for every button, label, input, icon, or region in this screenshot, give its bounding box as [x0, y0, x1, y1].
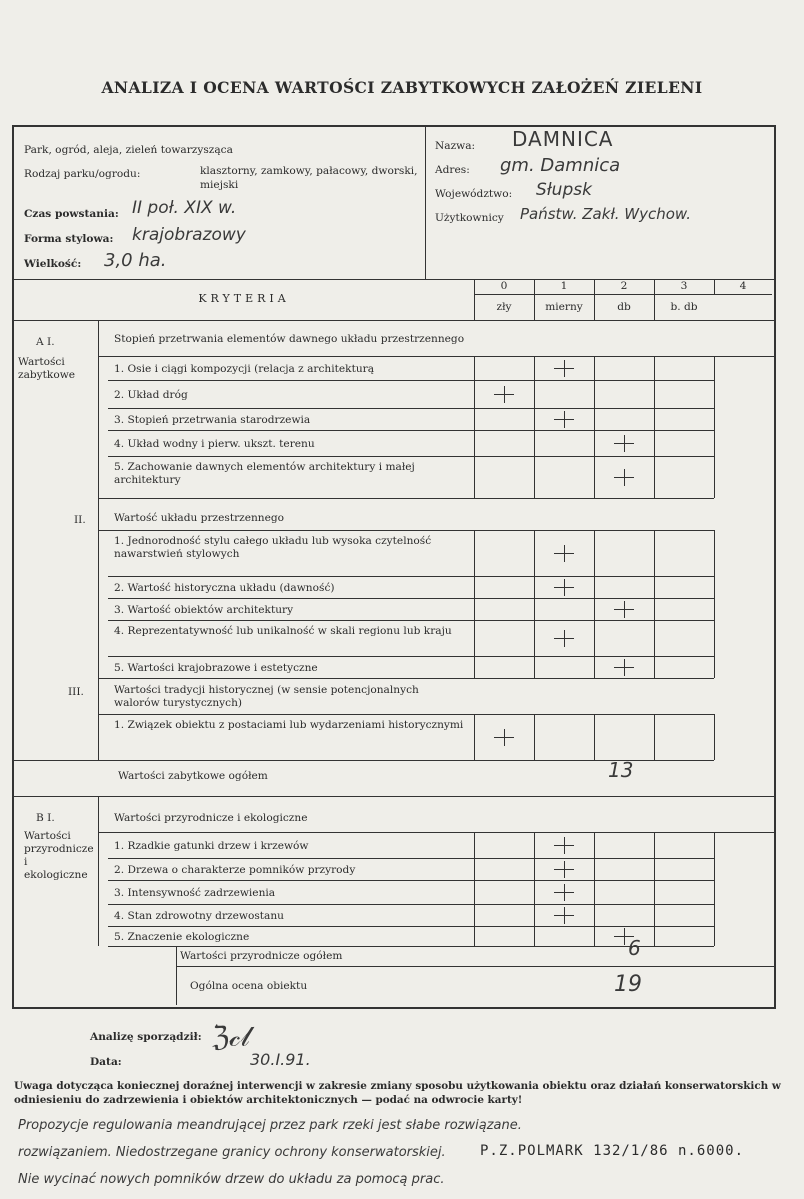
group3-title: Wartości tradycji historycznej (w sensie potencjonalnych walorów turystycznych) — [114, 684, 419, 709]
col-0-num: 0 — [500, 280, 508, 292]
overall-value: 19 — [614, 972, 642, 997]
section-b-total-value: 6 — [628, 936, 641, 960]
score-mark — [554, 884, 574, 902]
group1-title: Stopień przetrwania elementów dawnego układu przestrzennego — [114, 333, 465, 345]
section-a-total-value: 13 — [608, 758, 634, 782]
criterion-label: 3. Intensywność zadrzewienia — [114, 886, 276, 899]
score-mark — [554, 579, 574, 597]
row-rule — [108, 430, 714, 431]
score-mark — [554, 630, 574, 648]
wojewodztwo-value: Słupsk — [536, 180, 592, 200]
score-mark — [554, 907, 574, 925]
col-2-label: db — [617, 301, 631, 313]
score-mark — [614, 601, 634, 619]
col-1-num: 1 — [560, 280, 568, 292]
grid-vertical — [534, 832, 535, 946]
rodzaj-label: Rodzaj parku/ogrodu: — [24, 168, 141, 180]
uzytkownicy-label: Użytkownicy — [435, 212, 504, 224]
section-a-letter: A I. — [36, 336, 55, 348]
rodzaj-options: klasztorny, zamkowy, pałacowy, dworski, — [200, 165, 418, 177]
criterion-label: 3. Stopień przetrwania starodrzewia — [114, 413, 311, 426]
criterion-label: 1. Związek obiektu z postaciami lub wydarzeniami historycznymi — [114, 719, 464, 731]
grid-vertical — [594, 832, 595, 946]
czas-value: II poł. XIX w. — [132, 198, 237, 218]
wojewodztwo-label: Województwo: — [435, 188, 513, 200]
grid-vertical — [654, 832, 655, 946]
analysis-label: Analizę sporządził: — [90, 1031, 202, 1043]
col-3-label: b. db — [670, 301, 698, 313]
document-title: ANALIZA I OCENA WARTOŚCI ZABYTKOWYCH ZAŁOŻEŃ ZIELENI — [101, 78, 703, 97]
score-mark — [554, 837, 574, 855]
grid-vertical — [594, 356, 595, 498]
grid-vertical — [474, 832, 475, 946]
section-b-name: Wartości przyrodnicze i ekologiczne — [24, 830, 94, 881]
park-type-line: Park, ogród, aleja, zieleń towarzysząca — [24, 144, 233, 156]
row-rule — [108, 456, 714, 457]
row-rule — [108, 620, 714, 621]
grid-vertical — [654, 714, 655, 760]
grid-vertical — [714, 832, 715, 946]
row-rule — [108, 904, 714, 905]
row-rule — [108, 656, 714, 657]
print-stamp: P.Z.POLMARK 132/1/86 n.6000. — [480, 1143, 745, 1159]
forma-label: Forma stylowa: — [24, 233, 114, 245]
col-0-label: zły — [496, 301, 512, 313]
note-line-3: Nie wycinać nowych pomników drzew do układu za pomocą prac. — [18, 1172, 445, 1187]
score-mark — [554, 411, 574, 429]
criterion-label: 2. Drzewa o charakterze pomników przyrody — [114, 863, 356, 876]
wielkosc-label: Wielkość: — [24, 258, 82, 270]
rodzaj-options-2: miejski — [200, 179, 239, 191]
uzytkownicy-value: Państw. Zakł. Wychow. — [520, 205, 691, 223]
grid-vertical — [474, 356, 475, 498]
row-rule — [108, 408, 714, 409]
group2-title: Wartość układu przestrzennego — [114, 512, 285, 524]
criterion-label: 2. Wartość historyczna układu (dawność) — [114, 581, 335, 594]
criterion-label: 3. Wartość obiektów architektury — [114, 603, 294, 616]
section-b-total-label: Wartości przyrodnicze ogółem — [180, 950, 343, 962]
section-a-total-label: Wartości zabytkowe ogółem — [118, 770, 268, 782]
grid-vertical — [534, 714, 535, 760]
row-rule — [108, 946, 714, 947]
score-mark — [554, 545, 574, 563]
row-rule — [108, 598, 714, 599]
criterion-label: 1. Rzadkie gatunki drzew i krzewów — [114, 839, 309, 852]
header-divider — [425, 127, 426, 279]
col-2-num: 2 — [620, 280, 628, 292]
nazwa-label: Nazwa: — [435, 140, 476, 152]
criterion-label: 1. Osie i ciągi kompozycji (relacja z architekturą — [114, 362, 375, 375]
grid-vertical — [714, 356, 715, 498]
section-a-name: Wartości zabytkowe — [18, 356, 76, 381]
grid-vertical — [534, 356, 535, 498]
date-value: 30.I.91. — [250, 1050, 311, 1069]
criterion-label: 5. Zachowanie dawnych elementów architektury i małej architektury — [114, 461, 415, 486]
criterion-label: 4. Stan zdrowotny drzewostanu — [114, 909, 284, 922]
col-3-num: 3 — [680, 280, 688, 292]
overall-label: Ogólna ocena obiektu — [190, 980, 308, 992]
warning-text: Uwaga dotycząca koniecznej doraźnej interwencji w zakresie zmiany sposobu użytkowania obiektu oraz działań konserwatorskich w odniesieniu do zadrzewienia i obiektów architektonicznych — podać na odwrocie karty! — [14, 1080, 781, 1106]
wielkosc-value: 3,0 ha. — [104, 250, 167, 271]
score-mark — [494, 729, 514, 747]
score-mark — [614, 469, 634, 487]
col-4-num: 4 — [739, 280, 747, 292]
adres-value: gm. Damnica — [500, 155, 621, 176]
grid-vertical — [474, 714, 475, 760]
forma-value: krajobrazowy — [132, 225, 246, 245]
row-rule — [108, 380, 714, 381]
grid-vertical — [594, 714, 595, 760]
row-rule — [108, 858, 714, 859]
note-line-1: Propozycje regulowania meandrującej przez park rzeki jest słabe rozwiązane. — [18, 1118, 522, 1133]
row-rule — [108, 576, 714, 577]
section-b-letter: B I. — [36, 812, 55, 824]
note-line-2: rozwiązaniem. Niedostrzegane granicy ochrony konserwatorskiej. — [18, 1145, 446, 1160]
criterion-label: 5. Wartości krajobrazowe i estetyczne — [114, 661, 318, 674]
nazwa-value: DAMNICA — [512, 127, 614, 151]
criterion-label: 2. Układ dróg — [114, 388, 188, 401]
score-mark — [494, 386, 514, 404]
signature: ℨ𝒸𝓁 — [212, 1020, 250, 1053]
row-rule — [108, 926, 714, 927]
score-mark — [614, 659, 634, 677]
criterion-label: 4. Reprezentatywność lub unikalność w skali regionu lub kraju — [114, 625, 452, 637]
adres-label: Adres: — [435, 164, 470, 176]
czas-label: Czas powstania: — [24, 208, 119, 220]
section-a-group2-num: II. — [74, 514, 86, 526]
section-a-group3-num: III. — [68, 686, 84, 698]
grid-vertical — [654, 356, 655, 498]
criterion-label: 4. Układ wodny i pierw. ukszt. terenu — [114, 437, 315, 450]
score-mark — [554, 360, 574, 378]
date-label: Data: — [90, 1056, 122, 1068]
grid-vertical — [714, 530, 715, 678]
row-rule — [108, 880, 714, 881]
grid-vertical — [714, 714, 715, 760]
score-mark — [554, 861, 574, 879]
section-b-group-title: Wartości przyrodnicze i ekologiczne — [114, 812, 308, 824]
score-mark — [614, 435, 634, 453]
criterion-label: 1. Jednorodność stylu całego układu lub wysoka czytelność nawarstwień stylowych — [114, 535, 432, 560]
col-1-label: mierny — [545, 301, 583, 313]
kryteria-heading: KRYTERIA — [198, 292, 290, 305]
criterion-label: 5. Znaczenie ekologiczne — [114, 930, 250, 943]
